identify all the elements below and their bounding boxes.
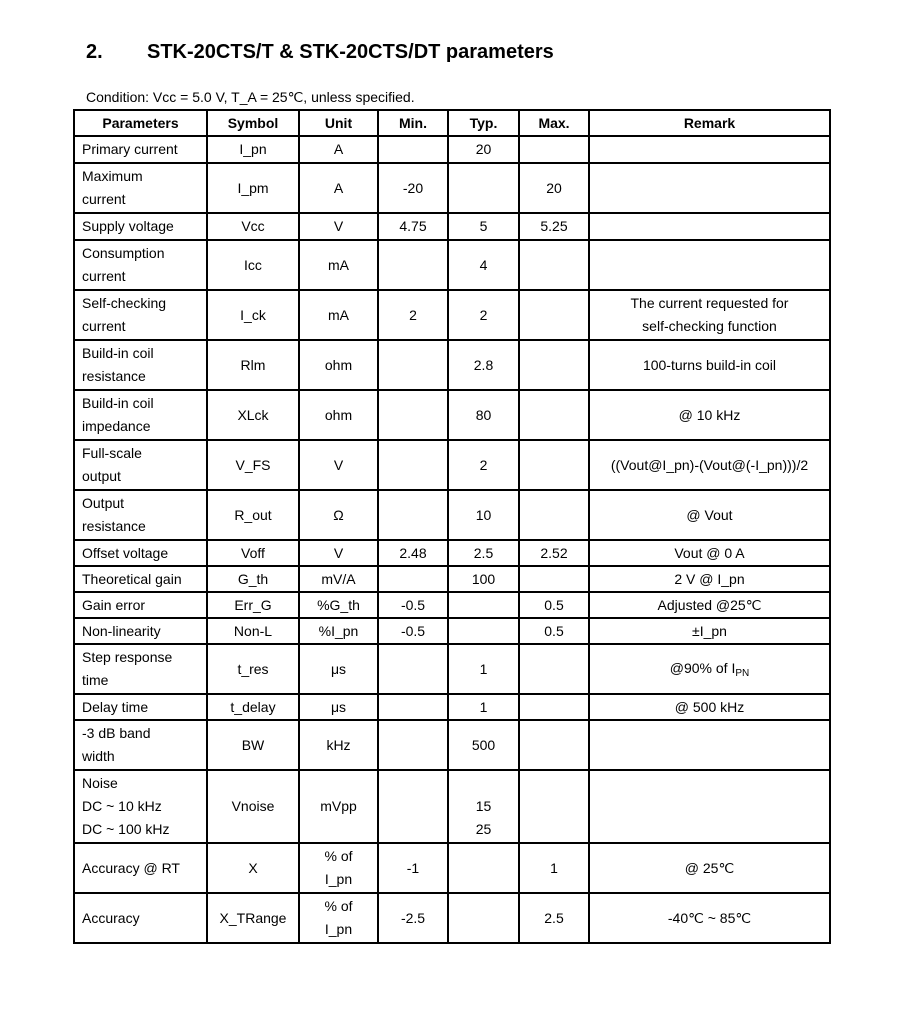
- typ-cell: [448, 694, 519, 720]
- unit-cell: [299, 540, 378, 566]
- remark-cell: [589, 340, 830, 390]
- param-text: current: [82, 318, 126, 334]
- max-cell: 0.5: [519, 592, 589, 618]
- symbol-cell: XLck: [207, 390, 299, 440]
- symbol-cell: V_FS: [207, 440, 299, 490]
- param-cell: [74, 694, 207, 720]
- min-cell: -1: [378, 843, 448, 893]
- table-row: [74, 290, 830, 340]
- unit-cell: [299, 592, 378, 618]
- min-cell: [378, 490, 448, 540]
- table-row: [74, 490, 830, 540]
- unit-cell: [299, 770, 378, 843]
- unit-text: V: [333, 544, 344, 561]
- param-text: Primary current: [82, 141, 178, 157]
- typ-text: 25: [475, 821, 492, 837]
- unit-cell: [299, 893, 378, 943]
- min-cell: [378, 340, 448, 390]
- header-min: Min.: [378, 110, 448, 136]
- remark-text: @ 25℃: [684, 859, 735, 876]
- remark-cell: [589, 720, 830, 770]
- param-text: width: [82, 748, 115, 764]
- unit-cell: [299, 136, 378, 163]
- param-text: Step response: [82, 649, 173, 665]
- param-text: Theoretical gain: [82, 570, 182, 587]
- typ-text: 2: [479, 456, 488, 473]
- unit-text: Ω: [333, 506, 344, 523]
- header-max: Max.: [519, 110, 589, 136]
- table-row: [74, 644, 830, 694]
- remark-cell: [589, 490, 830, 540]
- unit-text: %I_pn: [318, 622, 359, 639]
- param-text: resistance: [82, 368, 146, 384]
- typ-cell: [448, 213, 519, 240]
- symbol-cell: I_pm: [207, 163, 299, 213]
- param-cell: [74, 390, 207, 440]
- param-cell: [74, 566, 207, 592]
- remark-text: Adjusted @25℃: [657, 596, 762, 613]
- unit-cell: [299, 290, 378, 340]
- header-remark: Remark: [589, 110, 830, 136]
- remark-text: ±I_pn: [692, 622, 727, 639]
- symbol-cell: G_th: [207, 566, 299, 592]
- param-cell: [74, 770, 207, 843]
- min-cell: -0.5: [378, 618, 448, 644]
- param-cell: [74, 644, 207, 694]
- param-text: Offset voltage: [82, 544, 169, 561]
- param-text: Full-scale: [82, 445, 142, 461]
- typ-text: 500: [471, 736, 496, 753]
- param-cell: [74, 893, 207, 943]
- symbol-cell: Vcc: [207, 213, 299, 240]
- header-parameters: Parameters: [74, 110, 207, 136]
- header-unit: Unit: [299, 110, 378, 136]
- max-cell: [519, 566, 589, 592]
- unit-text: mV/A: [321, 570, 356, 587]
- param-text: resistance: [82, 518, 146, 534]
- section-title: STK-20CTS/T & STK-20CTS/DT parameters: [147, 41, 554, 63]
- remark-cell: [589, 618, 830, 644]
- param-text: -3 dB band: [82, 725, 151, 741]
- table-row: [74, 694, 830, 720]
- max-cell: 1: [519, 843, 589, 893]
- param-text: Accuracy @ RT: [82, 859, 180, 876]
- table-row: [74, 213, 830, 240]
- max-cell: [519, 390, 589, 440]
- param-text: Output: [82, 495, 125, 511]
- symbol-cell: I_pn: [207, 136, 299, 163]
- remark-cell: [589, 566, 830, 592]
- typ-cell: [448, 720, 519, 770]
- param-text: Consumption: [82, 245, 165, 261]
- min-cell: [378, 240, 448, 290]
- unit-text: ohm: [324, 356, 353, 373]
- min-cell: [378, 644, 448, 694]
- max-cell: 2.52: [519, 540, 589, 566]
- typ-text: [456, 772, 511, 795]
- section-heading: [86, 41, 554, 64]
- table-row: [74, 720, 830, 770]
- typ-cell: [448, 440, 519, 490]
- unit-cell: [299, 720, 378, 770]
- typ-text: 5: [479, 218, 488, 234]
- max-cell: 2.5: [519, 893, 589, 943]
- param-cell: [74, 290, 207, 340]
- unit-text: A: [333, 179, 344, 196]
- remark-text: @90% of I: [669, 659, 736, 676]
- typ-text: 80: [475, 406, 492, 423]
- param-text: Accuracy: [82, 909, 140, 926]
- unit-text: kHz: [326, 736, 351, 753]
- param-cell: [74, 240, 207, 290]
- symbol-cell: X: [207, 843, 299, 893]
- max-cell: [519, 290, 589, 340]
- remark-cell: [589, 440, 830, 490]
- unit-cell: [299, 694, 378, 720]
- table-row: [74, 163, 830, 213]
- max-cell: [519, 694, 589, 720]
- remark-cell: [589, 694, 830, 720]
- table-row: [74, 240, 830, 290]
- unit-text: ohm: [324, 406, 353, 423]
- unit-cell: [299, 390, 378, 440]
- min-cell: -2.5: [378, 893, 448, 943]
- section-number: 2.: [86, 41, 103, 63]
- typ-cell: [448, 644, 519, 694]
- min-cell: -0.5: [378, 592, 448, 618]
- max-cell: [519, 490, 589, 540]
- typ-cell: [448, 566, 519, 592]
- unit-text: V: [333, 218, 344, 234]
- remark-text: self-checking function: [642, 318, 777, 334]
- unit-cell: [299, 440, 378, 490]
- unit-text: μs: [330, 698, 347, 715]
- unit-text: % of: [324, 898, 353, 914]
- param-cell: [74, 163, 207, 213]
- table-row: [74, 770, 830, 843]
- min-cell: [378, 694, 448, 720]
- remark-cell: [589, 770, 830, 843]
- param-text: output: [82, 468, 121, 484]
- remark-cell: [589, 893, 830, 943]
- typ-text: 20: [475, 141, 492, 157]
- param-cell: [74, 720, 207, 770]
- test-condition: Condition: Vcc = 5.0 V, T_A = 25℃, unless specified.: [86, 89, 415, 105]
- typ-text: 2.5: [473, 544, 494, 561]
- param-text: impedance: [82, 418, 151, 434]
- param-cell: [74, 340, 207, 390]
- unit-text: mA: [328, 256, 349, 273]
- param-cell: [74, 440, 207, 490]
- remark-cell: [589, 290, 830, 340]
- table-row: [74, 340, 830, 390]
- unit-text: % of: [324, 848, 353, 864]
- param-text: Noise: [82, 775, 118, 791]
- min-cell: -20: [378, 163, 448, 213]
- symbol-cell: Icc: [207, 240, 299, 290]
- typ-text: 1: [479, 698, 488, 715]
- symbol-cell: t_res: [207, 644, 299, 694]
- min-cell: [378, 440, 448, 490]
- unit-cell: [299, 340, 378, 390]
- remark-cell: [589, 390, 830, 440]
- typ-cell: [448, 490, 519, 540]
- remark-cell: [589, 136, 830, 163]
- table-row: [74, 843, 830, 893]
- unit-cell: [299, 240, 378, 290]
- max-cell: 20: [519, 163, 589, 213]
- param-text: Gain error: [82, 596, 146, 613]
- remark-text: ((Vout@I_pn)-(Vout@(-I_pn)))/2: [610, 456, 809, 473]
- min-cell: [378, 390, 448, 440]
- header-symbol: Symbol: [207, 110, 299, 136]
- param-cell: [74, 213, 207, 240]
- remark-text: Vout @ 0 A: [674, 544, 745, 561]
- symbol-cell: t_delay: [207, 694, 299, 720]
- remark-text: @ Vout: [686, 506, 733, 523]
- unit-text: I_pn: [324, 871, 353, 887]
- param-text: DC ~ 100 kHz: [82, 821, 170, 837]
- typ-cell: [448, 618, 519, 644]
- param-text: Build-in coil: [82, 345, 154, 361]
- max-cell: [519, 720, 589, 770]
- symbol-cell: Err_G: [207, 592, 299, 618]
- table-row: [74, 566, 830, 592]
- table-row: [74, 592, 830, 618]
- typ-cell: [448, 893, 519, 943]
- unit-cell: [299, 618, 378, 644]
- remark-cell: [589, 592, 830, 618]
- typ-text: 2: [479, 306, 488, 323]
- typ-text: 15: [475, 798, 492, 814]
- remark-subscript: PN: [735, 667, 750, 679]
- unit-text: %G_th: [317, 596, 360, 613]
- symbol-cell: Rlm: [207, 340, 299, 390]
- unit-text: V: [333, 456, 344, 473]
- param-text: current: [82, 268, 126, 284]
- table-header-row: [74, 110, 830, 136]
- remark-cell: [589, 240, 830, 290]
- typ-cell: [448, 843, 519, 893]
- param-text: Delay time: [82, 698, 149, 715]
- unit-text: mA: [328, 306, 349, 323]
- param-text: Build-in coil: [82, 395, 154, 411]
- symbol-cell: I_ck: [207, 290, 299, 340]
- max-cell: 5.25: [519, 213, 589, 240]
- param-cell: [74, 843, 207, 893]
- param-cell: [74, 592, 207, 618]
- unit-text: μs: [330, 660, 347, 677]
- table-row: [74, 390, 830, 440]
- symbol-cell: Voff: [207, 540, 299, 566]
- max-cell: [519, 644, 589, 694]
- typ-cell: [448, 770, 519, 843]
- max-cell: [519, 440, 589, 490]
- symbol-cell: Non-L: [207, 618, 299, 644]
- remark-text: @ 500 kHz: [674, 698, 745, 715]
- max-cell: [519, 340, 589, 390]
- param-cell: [74, 490, 207, 540]
- typ-text: 10: [475, 506, 492, 523]
- header-typ: Typ.: [448, 110, 519, 136]
- typ-cell: [448, 592, 519, 618]
- param-text: Maximum: [82, 168, 143, 184]
- unit-cell: [299, 566, 378, 592]
- symbol-cell: BW: [207, 720, 299, 770]
- unit-cell: [299, 644, 378, 694]
- param-text: Supply voltage: [82, 218, 174, 234]
- param-text: time: [82, 672, 109, 688]
- remark-cell: [589, 644, 830, 694]
- param-cell: [74, 540, 207, 566]
- unit-text: I_pn: [324, 921, 353, 937]
- param-text: DC ~ 10 kHz: [82, 798, 162, 814]
- remark-text: 100-turns build-in coil: [642, 356, 777, 373]
- symbol-cell: R_out: [207, 490, 299, 540]
- typ-cell: [448, 136, 519, 163]
- symbol-cell: Vnoise: [207, 770, 299, 843]
- max-cell: [519, 136, 589, 163]
- table-row: [74, 540, 830, 566]
- unit-cell: [299, 213, 378, 240]
- table-row: [74, 893, 830, 943]
- typ-cell: [448, 340, 519, 390]
- param-text: Non-linearity: [82, 622, 161, 639]
- min-cell: 2.48: [378, 540, 448, 566]
- symbol-cell: X_TRange: [207, 893, 299, 943]
- typ-cell: [448, 390, 519, 440]
- remark-cell: [589, 540, 830, 566]
- table-row: [74, 440, 830, 490]
- unit-cell: [299, 843, 378, 893]
- min-cell: 2: [378, 290, 448, 340]
- typ-cell: [448, 163, 519, 213]
- remark-cell: [589, 163, 830, 213]
- unit-text: mVpp: [320, 798, 357, 814]
- max-cell: [519, 770, 589, 843]
- typ-text: 1: [479, 660, 488, 677]
- unit-text: A: [333, 141, 344, 157]
- remark-cell: [589, 843, 830, 893]
- param-text: current: [82, 191, 126, 207]
- param-cell: [74, 618, 207, 644]
- remark-cell: [589, 213, 830, 240]
- typ-text: 100: [471, 570, 496, 587]
- typ-text: 2.8: [473, 356, 494, 373]
- remark-text: The current requested for: [630, 295, 789, 311]
- typ-cell: [448, 290, 519, 340]
- unit-cell: [299, 163, 378, 213]
- min-cell: 4.75: [378, 213, 448, 240]
- param-cell: [74, 136, 207, 163]
- min-cell: [378, 566, 448, 592]
- min-cell: [378, 720, 448, 770]
- remark-text: -40℃ ~ 85℃: [667, 909, 752, 926]
- remark-text: 2 V @ I_pn: [674, 570, 745, 587]
- min-cell: [378, 770, 448, 843]
- min-cell: [378, 136, 448, 163]
- parameters-table: [73, 109, 831, 944]
- unit-cell: [299, 490, 378, 540]
- typ-cell: [448, 540, 519, 566]
- table-row: [74, 618, 830, 644]
- typ-text: 4: [479, 256, 488, 273]
- typ-cell: [448, 240, 519, 290]
- max-cell: 0.5: [519, 618, 589, 644]
- table-row: [74, 136, 830, 163]
- param-text: Self-checking: [82, 295, 167, 311]
- max-cell: [519, 240, 589, 290]
- remark-text: @ 10 kHz: [678, 406, 741, 423]
